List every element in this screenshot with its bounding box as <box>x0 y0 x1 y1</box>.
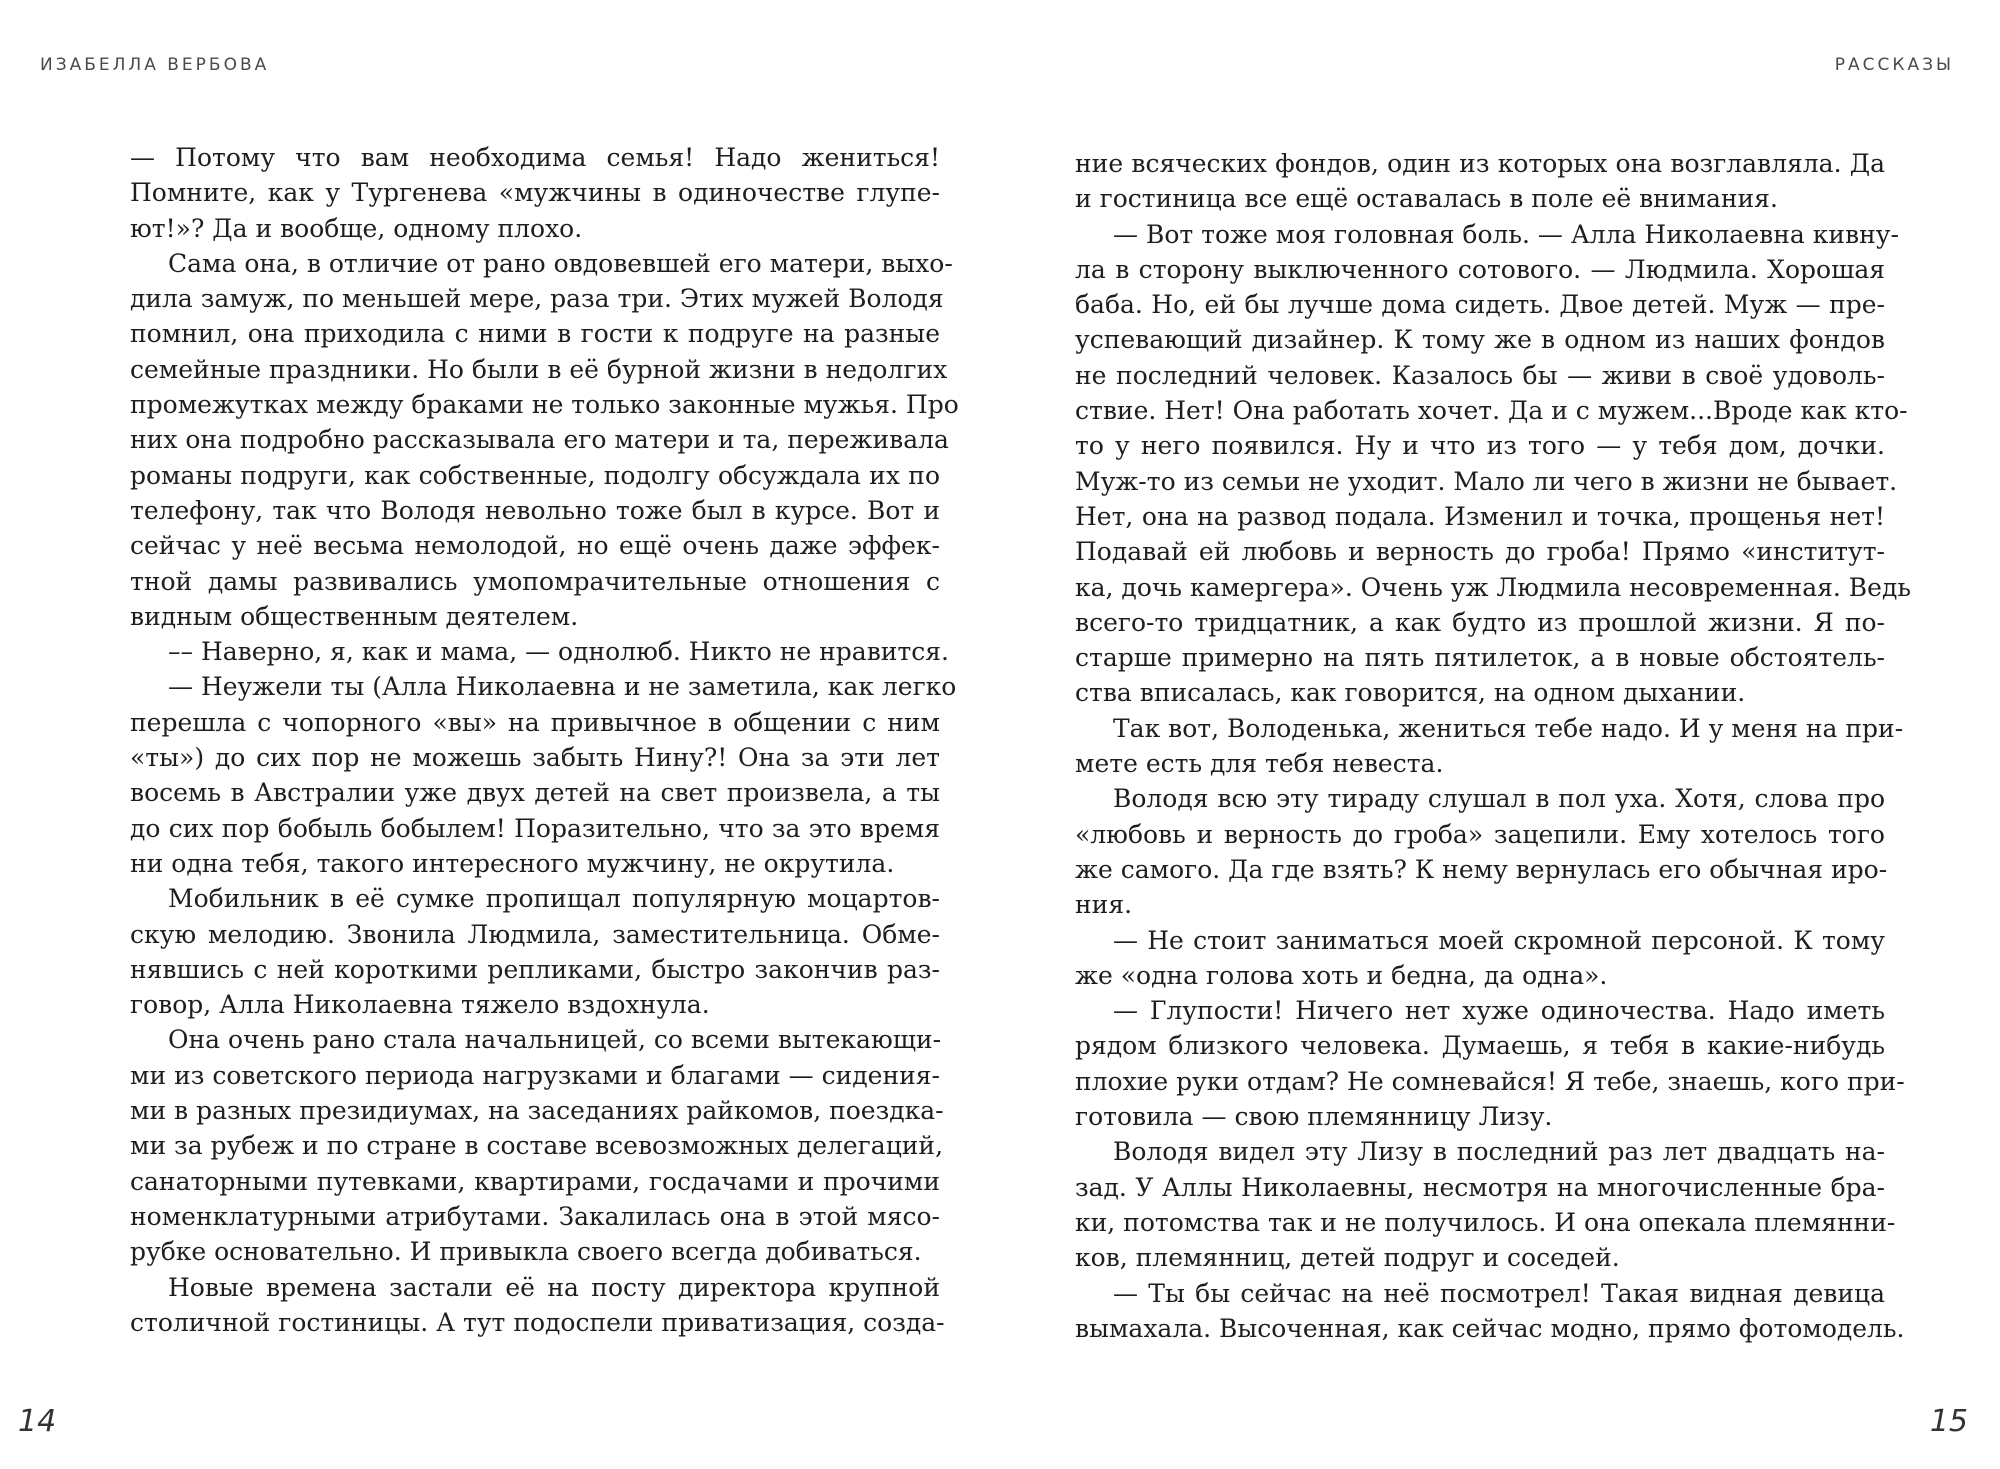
text-line: них она подробно рассказывала его матери и та, переживала <box>130 425 949 455</box>
text-line: ния. <box>1075 890 1133 920</box>
text-line: ние всяческих фондов, один из которых она возглавляла. Да <box>1075 149 1885 178</box>
text-line: ков, племянниц, детей подруг и соседей. <box>1075 1243 1620 1273</box>
text-line: вымахала. Высоченная, как сейчас модно, прямо фотомодель. <box>1075 1313 1905 1343</box>
text-line: помнил, она приходила с ними в гости к подруге на разные <box>130 319 940 349</box>
text-line: ми из советского периода нагрузками и благами — сидения- <box>130 1060 940 1090</box>
text-line: видным общественным деятелем. <box>130 601 579 631</box>
text-line: Мобильник в её сумке пропищал популярную моцартов- <box>168 884 940 914</box>
text-line: телефону, так что Володя невольно тоже был в курсе. Вот и <box>130 495 940 525</box>
text-line: ки, потомства так и не получилось. И она опекала племянни- <box>1075 1207 1896 1237</box>
text-line: ми в разных президиумах, на заседаниях райкомов, поездка- <box>130 1096 944 1126</box>
text-line: сейчас у неё весьма немолодой, но ещё очень даже эффек- <box>130 531 940 561</box>
text-line: Помните, как у Тургенева «мужчины в одиночестве глупе- <box>130 178 940 208</box>
text-line: рубке основательно. И привыкла своего всегда добиваться. <box>130 1237 922 1267</box>
text-line: ла в сторону выключенного сотового. — Людмила. Хорошая <box>1075 254 1885 284</box>
text-line: санаторными путевками, квартирами, госдачами и прочими <box>130 1166 940 1196</box>
text-line: Муж-то из семьи не уходит. Мало ли чего в жизни не бывает. <box>1075 466 1898 496</box>
text-line: ства вписалась, как говорится, на одном дыхании. <box>1075 678 1746 708</box>
text-line: не последний человек. Казалось бы — живи в своё удоволь- <box>1075 360 1885 390</box>
text-line: — Не стоит заниматься моей скромной персоной. К тому <box>1113 925 1885 955</box>
text-line: плохие руки отдам? Не сомневайся! Я тебе, знаешь, кого при- <box>1075 1066 1905 1096</box>
text-line: номенклатурными атрибутами. Закалилась она в этой мясо- <box>130 1201 940 1231</box>
right-page-text <box>1075 146 1911 1346</box>
text-line: — Неужели ты (Алла Николаевна и не заметила, как легко <box>168 672 957 702</box>
text-line: «ты») до сих пор не можешь забыть Нину?! Она за эти лет <box>130 743 940 773</box>
text-line: баба. Но, ей бы лучше дома сидеть. Двое детей. Муж — пре- <box>1075 290 1885 320</box>
text-line: Володя видел эту Лизу в последний раз лет двадцать на- <box>1113 1137 1885 1167</box>
text-line: до сих пор бобыль бобылем! Поразительно, что за это время <box>130 813 940 843</box>
right-page-number: 15 <box>1929 1404 1968 1439</box>
text-line: промежутках между браками не только законные мужья. Про <box>130 390 959 420</box>
text-line: — Ты бы сейчас на неё посмотрел! Такая видная девица <box>1113 1278 1885 1308</box>
text-line: романы подруги, как собственные, подолгу обсуждала их по <box>130 460 940 490</box>
text-line: ка, дочь камергера». Очень уж Людмила несовременная. Ведь <box>1075 572 1911 602</box>
text-line: столичной гостиницы. А тут подоспели приватизация, созда- <box>130 1307 945 1337</box>
running-head-section: РАССКАЗЫ <box>1834 55 1954 75</box>
text-line: ми за рубеж и по стране в составе всевозможных делегаций, <box>130 1131 944 1161</box>
text-line: старше примерно на пять пятилеток, а в новые обстоятель- <box>1075 643 1885 673</box>
text-line: скую мелодию. Звонила Людмила, заместительница. Обме- <box>130 919 940 949</box>
text-line: –– Наверно, я, как и мама, — однолюб. Никто не нравится. <box>168 637 949 667</box>
text-line: Она очень рано стала начальницей, со всеми вытекающи- <box>168 1025 942 1055</box>
text-line: успевающий дизайнер. К тому же в одном из наших фондов <box>1075 325 1885 355</box>
left-page-number: 14 <box>18 1404 57 1439</box>
text-line: же самого. Да где взять? К нему вернулась его обычная иро- <box>1075 854 1888 884</box>
text-line: ют!»? Да и вообще, одному плохо. <box>130 213 583 243</box>
text-line: дила замуж, по меньшей мере, раза три. Этих мужей Володя <box>130 284 944 314</box>
text-line: — Вот тоже моя головная боль. — Алла Николаевна кивну- <box>1113 219 1899 249</box>
text-line: восемь в Австралии уже двух детей на свет произвела, а ты <box>130 778 940 808</box>
text-line: Нет, она на развод подала. Изменил и точка, прощенья нет! <box>1075 501 1885 531</box>
text-line: ствие. Нет! Она работать хочет. Да и с мужем...Вроде как кто- <box>1075 396 1908 426</box>
text-line: Так вот, Володенька, жениться тебе надо. И у меня на при- <box>1113 713 1904 743</box>
text-line: ни одна тебя, такого интересного мужчину, не окрутила. <box>130 848 895 878</box>
text-line: — Потому что вам необходима семья! Надо жениться! <box>130 143 940 172</box>
text-line: то у него появился. Ну и что из того — у тебя дом, дочки. <box>1075 431 1885 461</box>
text-line: готовила — свою племянницу Лизу. <box>1075 1102 1553 1132</box>
text-line: Сама она, в отличие от рано овдовевшей его матери, выхо- <box>168 248 953 278</box>
running-head-author: ИЗАБЕЛЛА ВЕРБОВА <box>40 55 270 75</box>
text-line: зад. У Аллы Николаевны, несмотря на многочисленные бра- <box>1075 1172 1885 1202</box>
text-line: мете есть для тебя невеста. <box>1075 749 1444 779</box>
text-line: говор, Алла Николаевна тяжело вздохнула. <box>130 990 710 1020</box>
text-line: Володя всю эту тираду слушал в пол уха. Хотя, слова про <box>1113 784 1885 814</box>
text-line: нявшись с ней короткими репликами, быстро закончив раз- <box>130 954 940 984</box>
text-line: перешла с чопорного «вы» на привычное в общении с ним <box>130 707 940 737</box>
left-page-text <box>130 140 959 1340</box>
text-line: и гостиница все ещё оставалась в поле её внимания. <box>1075 184 1778 214</box>
text-line: «любовь и верность до гроба» зацепили. Ему хотелось того <box>1075 819 1885 849</box>
text-line: рядом близкого человека. Думаешь, я тебя в какие-нибудь <box>1075 1031 1885 1061</box>
text-line: Новые времена застали её на посту директора крупной <box>168 1272 940 1302</box>
text-line: же «одна голова хоть и бедна, да одна». <box>1075 960 1608 990</box>
text-line: всего-то тридцатник, а как будто из прошлой жизни. Я по- <box>1075 607 1885 637</box>
text-line: Подавай ей любовь и верность до гроба! Прямо «институт- <box>1075 537 1885 567</box>
text-line: — Глупости! Ничего нет хуже одиночества. Надо иметь <box>1113 996 1885 1026</box>
text-line: тной дамы развивались умопомрачительные отношения с <box>130 566 940 596</box>
text-line: семейные праздники. Но были в её бурной жизни в недолгих <box>130 354 948 384</box>
